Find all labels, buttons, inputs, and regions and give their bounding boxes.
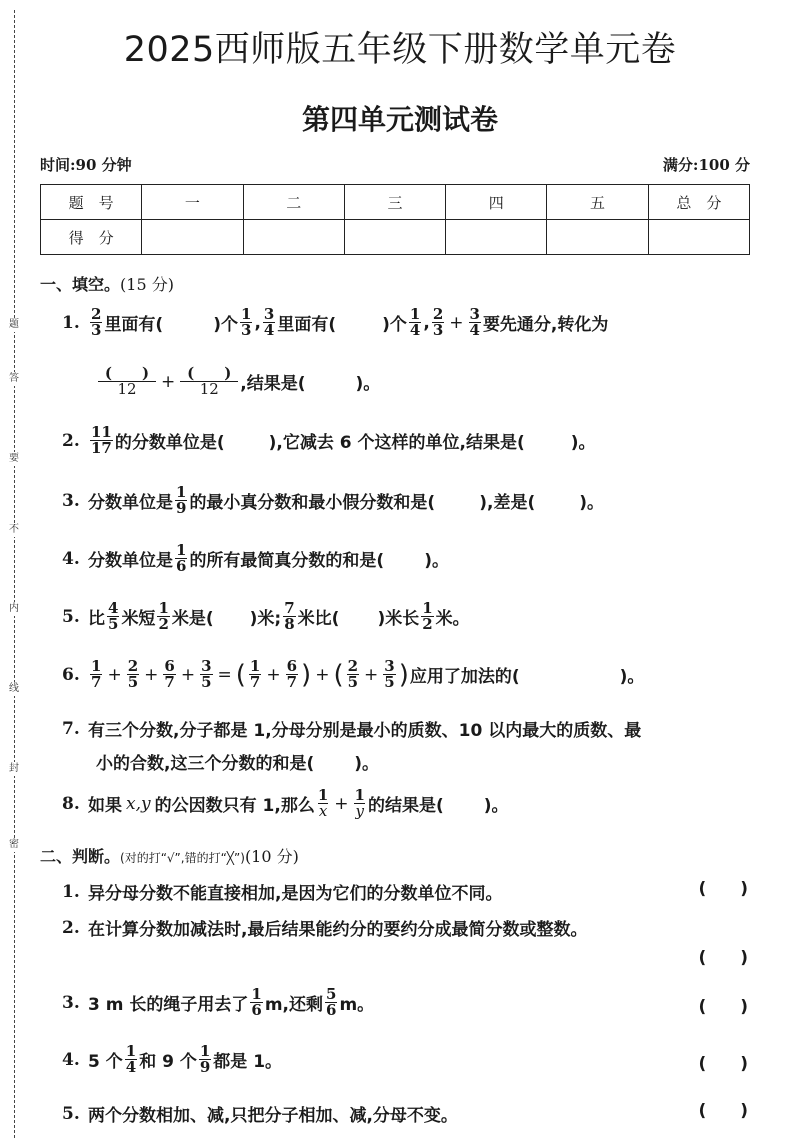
fraction: $\frac{5}{6}$ (326, 985, 337, 1019)
question-7: 7. 有三个分数,分子都是 1,分母分别是最小的质数、10 以内最大的质数、最 (62, 718, 642, 741)
question-number: 6. (62, 664, 80, 685)
question-number: 2. (62, 917, 80, 938)
fraction: $\frac{1}{y}$ (354, 786, 365, 820)
fraction: $\frac{1}{6}$ (251, 985, 262, 1019)
question-number: 8. (62, 793, 80, 814)
binding-char: 线 (6, 682, 22, 696)
fraction: $\frac{1}{4}$ (409, 305, 421, 339)
question-2: 2. $\frac{11}{17}$ 的分数单位是( ),它减去 6 个这样的单位,结果是( )。 (62, 423, 596, 457)
question-number: 3. (62, 490, 80, 511)
answer-parentheses[interactable]: ( ) (698, 1101, 748, 1121)
fraction: $\frac{1}{7}$ (249, 657, 261, 691)
binding-char: 不 (6, 523, 22, 537)
binding-char: 答 (6, 372, 22, 386)
binding-char: 密 (6, 838, 22, 852)
judge-4: 4. 5 个 $\frac{1}{4}$ 和 9 个 $\frac{1}{9}$ 都是 1。 (62, 1042, 283, 1076)
fraction: $\frac{3}{5}$ (384, 657, 395, 691)
score-cell-header: 一 (142, 185, 243, 220)
question-number: 2. (62, 430, 80, 451)
fraction: $\frac{11}{17}$ (91, 423, 112, 457)
judge-2: 2. 在计算分数加减法时,最后结果能约分的要约分成最简分数或整数。 (62, 917, 588, 940)
fraction: $\frac{1}{4}$ (125, 1042, 137, 1076)
fraction: $\frac{6}{7}$ (164, 657, 175, 691)
fraction: $\frac{2}{3}$ (91, 305, 102, 339)
section-heading-true-false (40, 844, 299, 867)
full-score: 满分:100 分 (662, 156, 750, 174)
fraction: $\frac{3}{4}$ (263, 305, 275, 339)
binding-char: 封 (6, 762, 22, 776)
section-heading-fill-in (40, 272, 174, 295)
fraction: $\frac{2}{3}$ (432, 305, 444, 339)
binding-dashed-line (14, 10, 15, 1138)
fraction: $\frac{4}{5}$ (108, 599, 119, 633)
score-input-cell[interactable] (547, 220, 648, 255)
section-points: (10 分) (244, 847, 299, 866)
question-number: 4. (62, 548, 80, 569)
question-number: 3. (62, 992, 80, 1013)
score-cell-label: 题 号 (41, 185, 142, 220)
section-note: (对的打“√”,错的打“╳”) (120, 851, 245, 865)
question-number: 1. (62, 881, 80, 902)
score-cell-header: 三 (344, 185, 445, 220)
question-5: 5. 比 $\frac{4}{5}$ 米短 $\frac{1}{2}$ 米是( )米; $\frac{7}{8}$ 米比( )米长 $\frac{1}{2}$ 米。 (62, 599, 470, 633)
question-number: 5. (62, 1103, 80, 1124)
question-3: 3. 分数单位是 $\frac{1}{9}$ 的最小真分数和最小假分数和是( ),差是( )。 (62, 483, 604, 517)
judge-3: 3. 3 m 长的绳子用去了 $\frac{1}{6}$ m,还剩 $\frac{5}{6}$ m。 (62, 985, 375, 1019)
question-6: 6. $\frac{1}{7}$ + $\frac{2}{5}$ + $\frac{6}{7}$ + $\frac{3}{5}$ = ( $\frac{1}{7}$ + $\frac{6}{7}$ ) + ( $\frac{2}{5}$ + $\frac{3}{5}$ ) 应用了加法的( )。 (62, 657, 645, 691)
fraction: $\frac{1}{2}$ (422, 599, 433, 633)
fraction: $\frac{1}{7}$ (91, 657, 102, 691)
score-input-cell[interactable] (648, 220, 749, 255)
score-table-header-row (41, 185, 750, 220)
score-input-cell[interactable] (446, 220, 547, 255)
question-7-continued: 小的合数,这三个分数的和是( )。 (96, 754, 380, 774)
fraction: $\frac{6}{7}$ (286, 657, 298, 691)
section-label: 一、填空。 (40, 275, 121, 294)
score-input-cell[interactable] (243, 220, 344, 255)
fraction: $\frac{1}{9}$ (176, 483, 187, 517)
fraction: $\frac{1}{x}$ (317, 786, 329, 820)
question-number: 1. (62, 312, 80, 333)
score-input-cell[interactable] (344, 220, 445, 255)
answer-parentheses[interactable]: ( ) (698, 948, 748, 968)
fraction: $\frac{2}{5}$ (127, 657, 139, 691)
answer-parentheses[interactable]: ( ) (698, 997, 748, 1017)
question-number: 7. (62, 718, 80, 739)
binding-char: 要 (6, 452, 22, 466)
score-cell-header: 五 (547, 185, 648, 220)
binding-margin (0, 0, 30, 1148)
fraction: $\frac{3}{5}$ (201, 657, 212, 691)
answer-parentheses[interactable]: ( ) (698, 1054, 748, 1074)
score-cell-header: 四 (446, 185, 547, 220)
score-input-cell[interactable] (142, 220, 243, 255)
fraction: $\frac{1}{6}$ (176, 541, 187, 575)
section-label: 二、判断。 (40, 847, 121, 866)
judge-5: 5. 两个分数相加、减,只把分子相加、减,分母不变。 (62, 1103, 458, 1126)
judge-1: 1. 异分母分数不能直接相加,是因为它们的分数单位不同。 (62, 881, 503, 904)
question-8: 8. 如果 x,y 的公因数只有 1,那么 $\frac{1}{x}$ + $\frac{1}{y}$ 的结果是( )。 (62, 786, 509, 820)
score-cell-header: 总 分 (648, 185, 749, 220)
fraction-blank[interactable]: $\frac{( )}{12}$ (180, 366, 238, 397)
question-number: 5. (62, 606, 80, 627)
time-limit: 时间:90 分钟 (40, 156, 132, 174)
score-cell-header: 二 (243, 185, 344, 220)
score-table-score-row (41, 220, 750, 255)
fraction: $\frac{1}{2}$ (158, 599, 169, 633)
binding-char: 内 (6, 602, 22, 616)
question-number: 4. (62, 1049, 80, 1070)
exam-page (40, 0, 760, 1148)
fraction: $\frac{1}{9}$ (199, 1042, 211, 1076)
score-cell-label: 得 分 (41, 220, 142, 255)
fraction: $\frac{7}{8}$ (284, 599, 295, 633)
fraction: $\frac{2}{5}$ (347, 657, 359, 691)
question-1: 1. $\frac{2}{3}$ 里面有( )个 $\frac{1}{3}$ , $\frac{3}{4}$ 里面有( )个 $\frac{1}{4}$ , $\frac{2}{3}$ + $\frac{3}{4}$ 要先通分,转化为 (62, 305, 609, 339)
page-subtitle: 第四单元测试卷 (301, 103, 498, 136)
fraction: $\frac{1}{3}$ (241, 305, 252, 339)
answer-parentheses[interactable]: ( ) (698, 879, 748, 899)
fraction-blank[interactable]: $\frac{( )}{12}$ (98, 366, 156, 397)
score-table (40, 184, 750, 255)
page-title: 2025西师版五年级下册数学单元卷 (123, 30, 677, 70)
question-1-continued: $\frac{( )}{12}$ + $\frac{( )}{12}$ ,结果是( )。 (96, 366, 760, 397)
binding-char: 题 (6, 318, 22, 332)
section-points: (15 分) (120, 275, 174, 294)
fraction: $\frac{3}{4}$ (469, 305, 480, 339)
question-4: 4. 分数单位是 $\frac{1}{6}$ 的所有最简真分数的和是( )。 (62, 541, 449, 575)
